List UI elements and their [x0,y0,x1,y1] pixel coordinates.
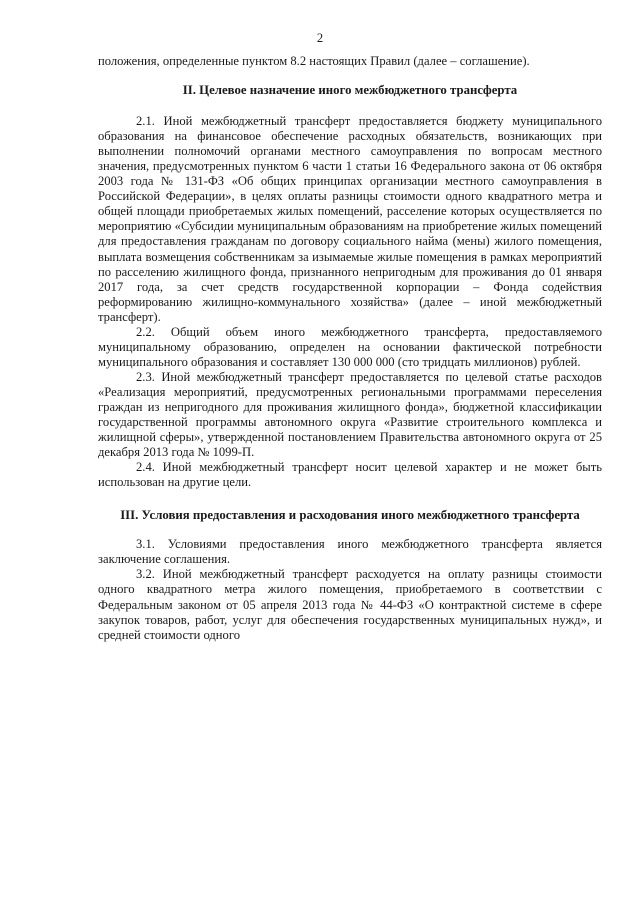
paragraph-3-2: 3.2. Иной межбюджетный трансферт расходуется на оплату разницы стоимости одного квадратного метра жилого помещения, приобретаемого в соответствии с Федеральным законом от 05 апреля 2013 года № 44-ФЗ «О контрактной системе в сфере закупок товаров, работ, услуг для обеспечения государственных муниципальных нужд», и средней стоимости одного [98,567,602,642]
paragraph-2-4: 2.4. Иной межбюджетный трансферт носит целевой характер и не может быть использован на другие цели. [98,460,602,490]
paragraph-3-1: 3.1. Условиями предоставления иного межбюджетного трансферта является заключение соглашения. [98,537,602,567]
intro-paragraph: положения, определенные пунктом 8.2 настоящих Правил (далее – соглашение). [98,54,530,68]
paragraph-2-3: 2.3. Иной межбюджетный трансферт предоставляется по целевой статье расходов «Реализация мероприятий, предусмотренных региональными программами переселения граждан из непригодного для проживания жилищного фонда», бюджетной классификации государственной программы автономного округа «Развитие строительного комплекса и жилищной сферы», утвержденной постановлением Правительства автономного округа от 25 декабря 2013 года № 1099-П. [98,369,602,460]
document-body [98,54,602,643]
paragraph-2-2: 2.2. Общий объем иного межбюджетного трансферта, предоставляемого муниципальному образованию, определен на основании фактической потребности муниципального образования и составляет 130 000 000 (сто тридцать миллионов) рублей. [98,324,602,369]
section-3-heading: III. Условия предоставления и расходования иного межбюджетного трансферта [120,508,580,523]
page-number: 2 [316,31,324,45]
section-2-heading: II. Целевое назначение иного межбюджетного трансферта [182,83,518,98]
paragraph-2-1: 2.1. Иной межбюджетный трансферт предоставляется бюджету муниципального образования на финансовое обеспечение расходных обязательств, возникающих при выполнении полномочий органами местного самоуправления по вопросам местного значения, предусмотренных пунктом 6 части 1 статьи 16 Федерального закона от 06 октября 2003 года № 131-ФЗ «Об общих принципах организации местного самоуправления в Российской Федерации», в целях оплаты разницы стоимости одного квадратного метра и общей площади приобретаемых жилых помещений, расселение которых осуществляется по мероприятию «Субсидии муниципальным образованиям на приобретение жилых помещений для предоставления гражданам по договору социального найма (мены) жилого помещения, выплата возмещения собственникам за изымаемые жилые помещения в рамках мероприятий по расселению жилищного фонда, признанного непригодным для проживания до 01 января 2017 года, за счет средств государственной корпорации – Фонда содействия реформированию жилищно-коммунального хозяйства» (далее – иной межбюджетный трансферт). [98,114,602,324]
